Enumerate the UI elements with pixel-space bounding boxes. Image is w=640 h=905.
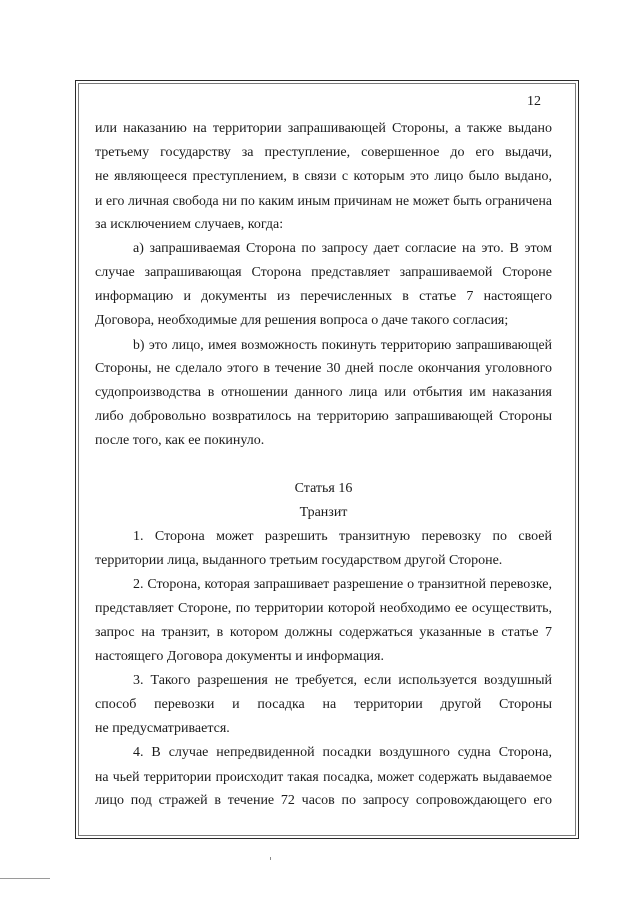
text-line: лицо под стражей в течение 72 часов по запросу сопровождающего его <box>95 793 552 808</box>
text-line: представляет Стороне, по территории которой необходимо ее осуществить, <box>95 601 552 616</box>
text-line: или наказанию на территории запрашивающей Стороны, а также выдано <box>95 121 552 136</box>
text-line: 1. Сторона может разрешить транзитную перевозку по своей <box>133 529 552 544</box>
text-line: 4. В случае непредвиденной посадки воздушного судна Сторона, <box>133 745 552 760</box>
scan-edge <box>0 878 50 879</box>
text-line: 2. Сторона, которая запрашивает разрешение о транзитной перевозке, <box>133 577 552 592</box>
text-line: судопроизводства в отношении данного лица или отбытия им наказания <box>95 385 552 400</box>
text-line: а) запрашиваемая Сторона по запросу дает согласие на это. В этом <box>133 241 552 256</box>
text-line: либо добровольно возвратилось на территорию запрашивающей Стороны <box>95 409 552 424</box>
text-line: Стороны, не сделало этого в течение 30 дней после окончания уголовного <box>95 361 552 376</box>
text-line: информацию и документы из перечисленных в статье 7 настоящего <box>95 289 552 304</box>
text-line: не предусматривается. <box>95 721 230 736</box>
article-title: Транзит <box>299 505 348 520</box>
text-line: 3. Такого разрешения не требуется, если используется воздушный <box>133 673 552 688</box>
scan-mark <box>270 857 271 860</box>
text-line: на чьей территории происходит такая посадка, может содержать выдаваемое <box>95 769 552 784</box>
text-line: за исключением случаев, когда: <box>95 217 284 232</box>
text-line: не являющееся преступлением, в связи с которым это лицо было выдано, <box>95 169 552 184</box>
text-line: территории лица, выданного третьим государством другой Стороне. <box>95 553 503 568</box>
text-line: и его личная свобода ни по каким иным причинам не может быть ограничена <box>95 193 552 208</box>
text-line: Договора, необходимые для решения вопроса о даче такого согласия; <box>95 313 509 328</box>
text-line: способ перевозки и посадка на территории другой Стороны <box>95 697 552 712</box>
article-number: Статья 16 <box>294 481 353 496</box>
page-number: 12 <box>527 94 541 109</box>
text-line: запрос на транзит, в котором должны содержаться указанные в статье 7 <box>95 625 552 640</box>
text-line: после того, как ее покинуло. <box>95 433 265 448</box>
text-line: настоящего Договора документы и информация. <box>95 649 384 664</box>
text-line: третьему государству за преступление, совершенное до его выдачи, <box>95 145 552 160</box>
text-line: b) это лицо, имея возможность покинуть территорию запрашивающей <box>133 337 552 352</box>
text-line: случае запрашивающая Сторона представляет запрашиваемой Стороне <box>95 265 552 280</box>
